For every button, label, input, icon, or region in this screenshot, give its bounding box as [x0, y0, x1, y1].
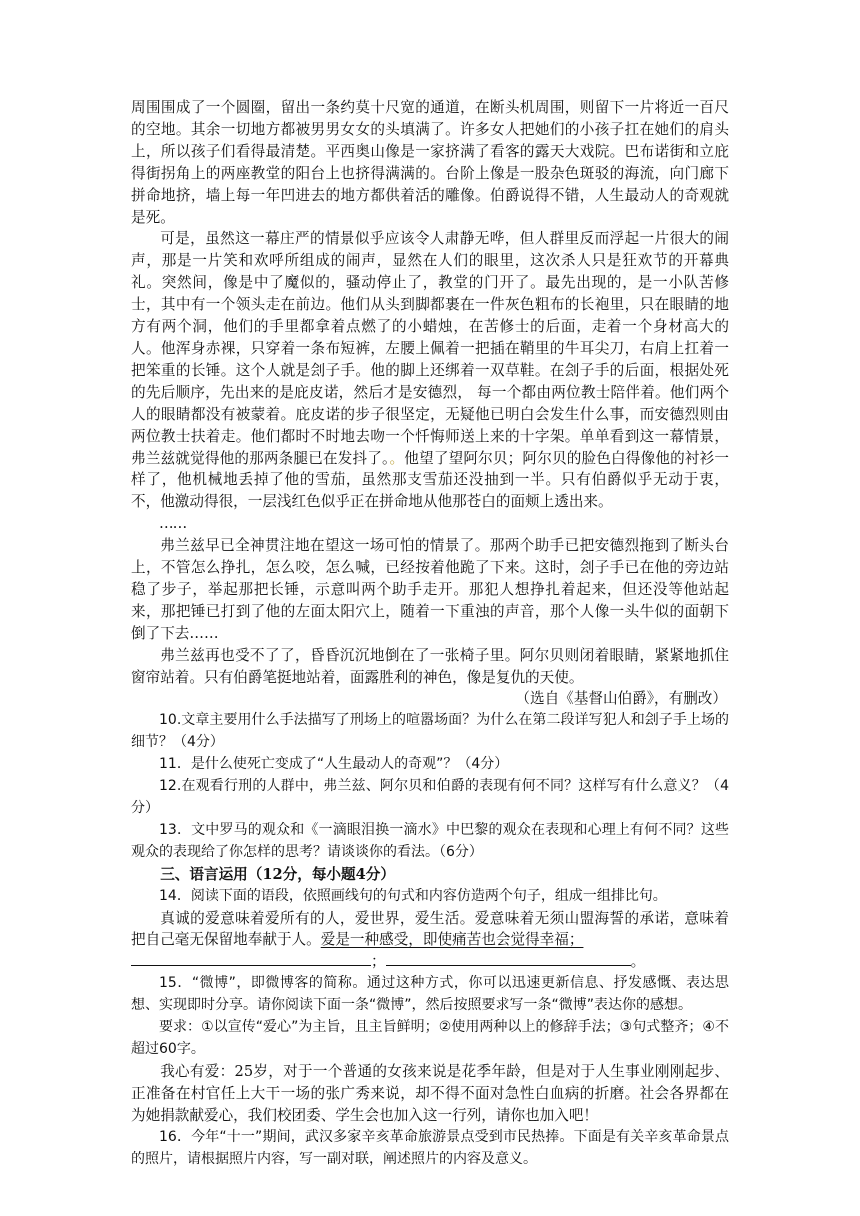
answer-blank-1[interactable] — [131, 951, 371, 966]
passage-paragraph-2 — [131, 228, 729, 513]
question-11: 11．是什么使死亡变成了“人生最动人的奇观”？（4分） — [159, 756, 509, 773]
question-10: 10.文章主要用什么手法描写了刑场上的喧嚣场面？为什么在第二段详写犯人和刽子手上场的细节？（4分） — [131, 712, 729, 751]
passage-source: （选自《基督山伯爵》，有删改） — [515, 690, 727, 708]
question-15 — [131, 973, 729, 1017]
question-14-text-b: 爱意味着无须山盟海誓的承诺，意味着把自己毫无保留地奉献于人。 — [131, 909, 729, 949]
question-14-answer-blanks — [131, 951, 729, 973]
omission-ellipsis: …… — [159, 515, 187, 533]
question-14-text-a: 真诚的爱意味着爱所有的人，爱世界，爱生活。 — [160, 909, 475, 927]
question-15-tail: “微博”表达你的感想。 — [551, 997, 693, 1014]
question-15-weibo-post: 我心有爱：25岁，对于一个普通的女孩来说是花季年龄，但是对于人生事业刚刚起步、正准备在村官任上大干一场的张广秀来说，却不得不面对急性白血病的折磨。社会各界都在为她捐款献爱心，我们校团委、学生会也加入这一行列，请你也加入吧！ — [131, 1062, 729, 1124]
question-12: 12.在观看行刑的人群中，弗兰兹、阿尔贝和伯爵的表现有何不同？这样写有什么意义？（4分） — [131, 778, 729, 816]
paragraph-2-text: 可是，虽然这一幕庄严的情景似乎应该令人肃静无哗，但人群里反而浮起一片很大的闹声，那是一片笑和欢呼所组成的闹声，显然在人们的眼里，这次杀人只是狂欢节的开幕典礼。突然间，像是中了魔似的，骚动停止了，教堂的门开了。最先出现的，是一小队苦修士，其中有一个领头走在前边。他们从头到脚都裹在一件灰色粗布的长袍里，只在眼睛的地方有两个洞，他们的手里都拿着点燃了的小蜡烛，在苦修士的后面，走着一个身材高大的人。他浑身赤裸，只穿着一条布短裤，左腰上佩着一把插在鞘里的牛耳尖刀，右肩上扛着一把笨重的长锤。这个人就是刽子手。他的脚上还绑着一双草鞋。在刽子手的后面，根据处死的先后顺序，先出来的是庇皮诺，然后才是安德烈， 每一个都由两位教士陪伴着。他们两个人的眼睛都没有被蒙着。庇皮诺的步子很坚定，无疑他已明白会发生什么事，而安德烈则由两位教士扶着走。他们都时不时地去吻一个忏悔师送上来的十字架。单单看到这一幕情景，弗兰兹就觉得他的那两条腿已在发抖了。 — [131, 230, 729, 467]
passage-paragraph-3 — [131, 535, 729, 645]
paragraph-3-part-b: 举起那把长锤，示意叫两个助手走开。那犯人想挣扎着起来，但还没等他站起来，那把锤已打到了他的左面太阳穴上，随着一下重浊的声音，那个人像一头牛 — [131, 580, 729, 620]
paragraph-3-part-c: 似的面朝下倒了下去…… — [131, 602, 729, 642]
paragraph-2-tail: 他望了望阿尔贝；阿尔贝的脸色白得像他的衬衫一样了，他机械地丢掉了他的雪茄，虽然那支雪茄还没抽到一半。只有伯爵似乎无动于衷，不，他激动得很，一层浅红色似乎正在拼命地从他那苍白的面颊上透出来。 — [131, 449, 729, 511]
passage-paragraph-4: 弗兰兹再也受不了了，昏昏沉沉地倒在了一张椅子里。阿尔贝则闭着眼睛，紧紧地抓住窗帘站着。只有伯爵笔挺地站着，面露胜利的神色，像是复仇的天使。 — [131, 646, 729, 686]
question-14-underlined-sentence: 爱是一种感受，即使痛苦也会觉得幸福； — [320, 931, 584, 949]
document-content — [131, 97, 729, 1170]
paragraph-3-part-a: 弗兰兹早已全神贯注地在望这一场可怕的情景了。那两个助手已把安德烈拖到了断头台上，不管怎么挣扎，怎么咬，怎么喊，已经按着他跪了下来。这时，刽子手已在他的旁边站稳了步子， — [131, 537, 729, 598]
question-13: 13．文中罗马的观众和《一滴眼泪换一滴水》中巴黎的观众在表现和心理上有何不同？这些观众的表现给了你怎样的思考？请谈谈你的看法。（6分） — [131, 821, 729, 860]
passage-paragraph-1: 周围围成了一个圆圈，留出一条约莫十尺宽的通道，在断头机周围，则留下一片将近一百尺的空地。其余一切地方都被男男女女的头填满了。许多女人把她们的小孩子扛在她们的肩头上，所以孩子们看得最清楚。平西奥山像是一家挤满了看客的露天大戏院。巴布诺街和立庇得街拐角上的两座教堂的阳台上也挤得满满的。台阶上像是一股杂色斑驳的海流，向门廊下拼命地挤，墙上每一年凹进去的地方都供着活的雕像。伯爵说得不错，人生最动人的奇观就是死。 — [131, 99, 729, 226]
question-16: 16．今年“十一”期间，武汉多家辛亥革命旅游景点受到市民热捧。下面是有关辛亥革命景点的照片，请根据照片内容，写一副对联，阐述照片的内容及意义。 — [131, 1128, 729, 1167]
answer-blank-2[interactable] — [386, 951, 631, 966]
question-14-passage — [131, 908, 729, 952]
question-15-text: 15．“微博”，即微博客的简称。通过这种方式，你可以迅速更新信息、抒发感慨、表达思想、实现即时分享。请你阅读下面一条“微博”，然后按照要求写一条 — [131, 975, 729, 1014]
answer-blank-end: 。 — [630, 953, 646, 971]
question-14: 14．阅读下面的语段，依照画线句的句式和内容仿造两个句子，组成一组排比句。 — [159, 887, 667, 904]
question-15-requirements: 要求：①以宣传“爱心”为主旨，且主旨鲜明；②使用两种以上的修辞手法；③句式整齐；④不超过60字。 — [131, 1019, 729, 1057]
paragraph-2-mark: 。 — [389, 449, 405, 467]
answer-blank-separator: ； — [371, 953, 386, 971]
section-language-use-heading: 三、语言运用（12分，每小题4分） — [160, 865, 395, 883]
